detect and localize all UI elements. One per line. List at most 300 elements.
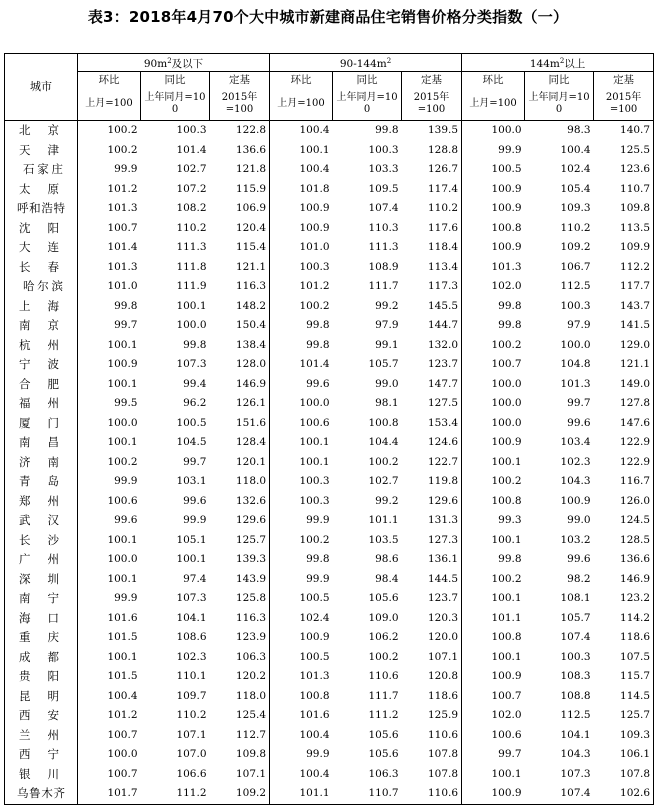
- table-row: [5, 141, 654, 161]
- value-cell: 124.6: [402, 433, 462, 453]
- value-cell: 109.3: [594, 726, 654, 746]
- value-cell: 100.1: [107, 533, 138, 546]
- group-header-medium: $90-144m^2$: [270, 54, 462, 72]
- city-name: 宁波: [5, 355, 78, 375]
- value-cell: 100.1: [176, 299, 207, 312]
- value-cell: 101.4: [176, 143, 207, 156]
- sub-header-fixed: 定基: [210, 72, 270, 89]
- table-row: [5, 511, 654, 531]
- value-cell: 99.0: [567, 514, 591, 526]
- value-cell: 123.7: [402, 589, 462, 609]
- value-cell: 108.3: [560, 670, 591, 682]
- table-row: [5, 316, 654, 336]
- sub-header-yoy: 同比: [333, 72, 402, 89]
- value-cell: 100.8: [368, 416, 399, 429]
- value-cell: 103.3: [368, 163, 399, 175]
- value-cell: 148.2: [210, 297, 270, 317]
- value-cell: 120.4: [210, 219, 270, 239]
- city-name: 深圳: [5, 570, 78, 590]
- value-cell: 118.6: [594, 628, 654, 648]
- value-cell: 110.7: [333, 784, 402, 804]
- value-cell: 100.2: [491, 338, 522, 351]
- value-cell: 98.1: [375, 397, 399, 409]
- value-cell: 147.7: [402, 375, 462, 395]
- value-cell: 117.6: [402, 219, 462, 239]
- value-cell: 100.1: [299, 455, 330, 468]
- table-row: [5, 492, 654, 512]
- value-cell: 99.2: [375, 299, 399, 312]
- value-cell: 100.0: [491, 416, 522, 429]
- value-cell: 124.5: [594, 511, 654, 531]
- value-cell: 110.3: [368, 221, 399, 234]
- value-cell: 111.3: [368, 241, 399, 253]
- table-row: [5, 706, 654, 726]
- value-cell: 100.7: [491, 358, 522, 370]
- value-cell: 101.1: [491, 611, 522, 624]
- value-cell: 122.7: [402, 453, 462, 473]
- value-cell: 125.9: [402, 706, 462, 726]
- value-cell: 100.1: [491, 767, 522, 780]
- value-cell: 100.2: [368, 455, 399, 468]
- value-cell: 100.2: [299, 533, 330, 546]
- value-cell: 101.7: [78, 784, 141, 804]
- value-cell: 127.5: [402, 394, 462, 414]
- value-cell: 138.4: [210, 336, 270, 356]
- value-cell: 100.1: [107, 338, 138, 351]
- value-cell: 115.7: [594, 667, 654, 687]
- value-cell: 126.7: [402, 160, 462, 180]
- value-cell: 100.6: [491, 728, 522, 741]
- value-cell: 100.5: [299, 650, 330, 663]
- value-cell: 120.0: [402, 628, 462, 648]
- table-row: [5, 277, 654, 297]
- value-cell: 107.3: [176, 592, 207, 604]
- value-cell: 96.2: [183, 397, 207, 409]
- table-row: [5, 414, 654, 434]
- table-row: [5, 745, 654, 765]
- value-cell: 128.0: [210, 355, 270, 375]
- value-cell: 100.2: [107, 124, 138, 136]
- value-cell: 99.7: [183, 455, 207, 468]
- table-row: [5, 784, 654, 804]
- value-cell: 100.0: [299, 397, 330, 409]
- table-row: [5, 472, 654, 492]
- price-index-table: [4, 53, 654, 805]
- table-row: [5, 765, 654, 785]
- value-cell: 99.8: [306, 553, 330, 565]
- value-cell: 100.3: [176, 124, 207, 136]
- base-header-mom: 上月=100: [270, 89, 333, 121]
- value-cell: 100.4: [299, 767, 330, 780]
- value-cell: 106.1: [594, 745, 654, 765]
- sub-header-fixed: 定基: [594, 72, 654, 89]
- city-name: 郑州: [5, 492, 78, 512]
- value-cell: 102.4: [299, 611, 330, 624]
- value-cell: 100.2: [107, 455, 138, 468]
- city-name: 杭州: [5, 336, 78, 356]
- value-cell: 100.2: [107, 143, 138, 156]
- value-cell: 127.8: [594, 394, 654, 414]
- value-cell: 136.6: [210, 141, 270, 161]
- table-row: [5, 609, 654, 629]
- value-cell: 107.0: [176, 748, 207, 760]
- value-cell: 100.4: [560, 143, 591, 156]
- value-cell: 139.3: [210, 550, 270, 570]
- value-cell: 120.1: [210, 453, 270, 473]
- value-cell: 99.9: [114, 475, 138, 487]
- value-cell: 99.9: [114, 163, 138, 175]
- value-cell: 128.5: [594, 531, 654, 551]
- table-row: [5, 238, 654, 258]
- value-cell: 98.4: [375, 572, 399, 585]
- value-cell: 101.4: [299, 358, 330, 370]
- value-cell: 99.9: [498, 143, 522, 156]
- sub-header-mom: 环比: [270, 72, 333, 89]
- value-cell: 100.0: [491, 377, 522, 390]
- city-name: 西宁: [5, 745, 78, 765]
- value-cell: 116.3: [210, 277, 270, 297]
- value-cell: 100.0: [107, 553, 138, 565]
- city-name: 海口: [5, 609, 78, 629]
- value-cell: 100.7: [107, 221, 138, 234]
- value-cell: 100.4: [107, 689, 138, 702]
- value-cell: 101.3: [560, 377, 591, 390]
- value-cell: 100.1: [491, 650, 522, 663]
- value-cell: 100.9: [491, 202, 522, 214]
- value-cell: 111.3: [176, 241, 207, 253]
- table-row: [5, 355, 654, 375]
- value-cell: 100.4: [299, 124, 330, 136]
- value-cell: 118.0: [210, 687, 270, 707]
- value-cell: 100.9: [491, 436, 522, 448]
- value-cell: 120.8: [402, 667, 462, 687]
- city-name: 贵阳: [5, 667, 78, 687]
- city-header: 城市: [5, 54, 78, 121]
- value-cell: 103.1: [176, 475, 207, 487]
- value-cell: 100.7: [107, 728, 138, 741]
- value-cell: 102.0: [491, 280, 522, 292]
- table-row: [5, 550, 654, 570]
- value-cell: 99.8: [114, 299, 138, 312]
- value-cell: 104.3: [560, 748, 591, 760]
- value-cell: 125.8: [210, 589, 270, 609]
- city-name: 北京: [5, 121, 78, 141]
- value-cell: 99.6: [567, 416, 591, 429]
- value-cell: 100.1: [107, 436, 138, 448]
- value-cell: 123.7: [402, 355, 462, 375]
- value-cell: 100.9: [299, 631, 330, 643]
- value-cell: 100.9: [560, 494, 591, 507]
- value-cell: 126.1: [210, 394, 270, 414]
- value-cell: 100.2: [368, 650, 399, 663]
- city-name: 南昌: [5, 433, 78, 453]
- value-cell: 108.9: [368, 260, 399, 273]
- city-name: 哈尔滨: [5, 277, 78, 297]
- value-cell: 105.4: [560, 182, 591, 195]
- city-name: 南京: [5, 316, 78, 336]
- value-cell: 132.0: [402, 336, 462, 356]
- value-cell: 100.0: [107, 748, 138, 760]
- value-cell: 110.2: [560, 221, 591, 234]
- value-cell: 104.4: [368, 436, 399, 448]
- value-cell: 101.5: [107, 631, 138, 643]
- value-cell: 111.8: [176, 260, 207, 273]
- table-row: [5, 199, 654, 219]
- value-cell: 121.8: [210, 160, 270, 180]
- value-cell: 101.3: [107, 202, 138, 214]
- value-cell: 111.2: [141, 784, 210, 804]
- value-cell: 143.7: [594, 297, 654, 317]
- city-name: 沈阳: [5, 219, 78, 239]
- value-cell: 112.2: [594, 258, 654, 278]
- value-cell: 109.8: [210, 745, 270, 765]
- value-cell: 100.6: [299, 416, 330, 429]
- value-cell: 102.0: [491, 709, 522, 721]
- table-title: 表3：2018年4月70个大中城市新建商品住宅销售价格分类指数（一）: [87, 8, 569, 26]
- value-cell: 99.9: [306, 748, 330, 760]
- value-cell: 99.9: [306, 572, 330, 585]
- value-cell: 115.4: [210, 238, 270, 258]
- value-cell: 100.0: [491, 397, 522, 409]
- value-cell: 121.1: [594, 355, 654, 375]
- value-cell: 100.9: [491, 241, 522, 253]
- value-cell: 101.1: [270, 784, 333, 804]
- value-cell: 110.7: [594, 180, 654, 200]
- table-row: [5, 589, 654, 609]
- value-cell: 149.0: [594, 375, 654, 395]
- value-cell: 100.1: [107, 572, 138, 585]
- value-cell: 107.8: [402, 765, 462, 785]
- value-cell: 123.9: [210, 628, 270, 648]
- value-cell: 118.4: [402, 238, 462, 258]
- value-cell: 99.8: [306, 338, 330, 351]
- city-name: 西安: [5, 706, 78, 726]
- value-cell: 103.4: [560, 436, 591, 448]
- value-cell: 97.9: [375, 319, 399, 331]
- value-cell: 101.2: [299, 280, 330, 292]
- value-cell: 111.9: [176, 280, 207, 292]
- value-cell: 99.5: [114, 397, 138, 409]
- base-header-fixed: 2015年=100: [210, 89, 270, 121]
- value-cell: 97.9: [567, 319, 591, 331]
- city-name: 天津: [5, 141, 78, 161]
- value-cell: 101.5: [107, 670, 138, 682]
- value-cell: 122.9: [594, 453, 654, 473]
- value-cell: 102.6: [594, 784, 654, 804]
- value-cell: 100.0: [107, 416, 138, 429]
- value-cell: 108.1: [560, 592, 591, 604]
- value-cell: 102.3: [176, 650, 207, 663]
- value-cell: 118.0: [210, 472, 270, 492]
- value-cell: 101.6: [107, 611, 138, 624]
- value-cell: 100.5: [176, 416, 207, 429]
- value-cell: 99.8: [498, 319, 522, 331]
- value-cell: 107.2: [176, 182, 207, 195]
- value-cell: 100.3: [560, 650, 591, 663]
- value-cell: 105.7: [368, 358, 399, 370]
- base-header-yoy: 上年同月=100: [141, 89, 210, 121]
- city-name: 呼和浩特: [5, 199, 78, 219]
- value-cell: 100.8: [491, 631, 522, 643]
- value-cell: 112.7: [210, 726, 270, 746]
- value-cell: 100.0: [176, 319, 207, 331]
- value-cell: 110.2: [402, 199, 462, 219]
- value-cell: 108.2: [176, 202, 207, 214]
- value-cell: 100.9: [491, 182, 522, 195]
- value-cell: 110.6: [368, 670, 399, 682]
- value-cell: 153.4: [402, 414, 462, 434]
- value-cell: 99.8: [498, 553, 522, 565]
- value-cell: 117.3: [402, 277, 462, 297]
- value-cell: 129.6: [402, 492, 462, 512]
- value-cell: 104.5: [176, 436, 207, 448]
- value-cell: 107.4: [368, 202, 399, 214]
- value-cell: 123.2: [594, 589, 654, 609]
- value-cell: 105.6: [368, 728, 399, 741]
- value-cell: 107.1: [210, 765, 270, 785]
- value-cell: 102.3: [560, 455, 591, 468]
- table-row: [5, 453, 654, 473]
- value-cell: 125.4: [210, 706, 270, 726]
- value-cell: 101.3: [491, 260, 522, 273]
- value-cell: 125.7: [210, 531, 270, 551]
- city-name: 石家庄: [5, 160, 78, 180]
- city-name: 上海: [5, 297, 78, 317]
- value-cell: 107.1: [176, 728, 207, 741]
- value-cell: 129.6: [210, 511, 270, 531]
- value-cell: 140.7: [594, 121, 654, 141]
- value-cell: 100.7: [107, 767, 138, 780]
- value-cell: 99.7: [498, 748, 522, 760]
- city-name: 昆明: [5, 687, 78, 707]
- value-cell: 105.6: [368, 748, 399, 760]
- value-cell: 101.3: [107, 260, 138, 273]
- value-cell: 103.5: [368, 533, 399, 546]
- value-cell: 109.5: [368, 182, 399, 195]
- value-cell: 150.4: [210, 316, 270, 336]
- table-row: [5, 687, 654, 707]
- value-cell: 125.5: [594, 141, 654, 161]
- value-cell: 107.3: [176, 358, 207, 370]
- value-cell: 109.9: [594, 238, 654, 258]
- base-header-yoy: 上年同月=100: [525, 89, 594, 121]
- value-cell: 110.2: [176, 709, 207, 721]
- value-cell: 103.2: [560, 533, 591, 546]
- value-cell: 100.4: [299, 728, 330, 741]
- city-name: 长春: [5, 258, 78, 278]
- value-cell: 120.3: [402, 609, 462, 629]
- value-cell: 109.8: [594, 199, 654, 219]
- value-cell: 101.6: [299, 709, 330, 721]
- value-cell: 144.7: [402, 316, 462, 336]
- city-name: 广州: [5, 550, 78, 570]
- value-cell: 101.2: [107, 182, 138, 195]
- value-cell: 100.3: [299, 260, 330, 273]
- city-name: 福州: [5, 394, 78, 414]
- value-cell: 105.6: [368, 592, 399, 604]
- value-cell: 106.6: [176, 767, 207, 780]
- value-cell: 110.6: [402, 726, 462, 746]
- base-header-yoy: 上年同月=100: [333, 89, 402, 121]
- value-cell: 116.7: [594, 472, 654, 492]
- value-cell: 99.8: [375, 124, 399, 136]
- value-cell: 101.3: [299, 670, 330, 682]
- value-cell: 104.8: [560, 358, 591, 370]
- city-name: 济南: [5, 453, 78, 473]
- value-cell: 100.3: [299, 494, 330, 507]
- value-cell: 115.9: [210, 180, 270, 200]
- value-cell: 101.4: [107, 241, 138, 253]
- city-name: 银川: [5, 765, 78, 785]
- city-name: 武汉: [5, 511, 78, 531]
- value-cell: 143.9: [210, 570, 270, 590]
- value-cell: 108.6: [176, 631, 207, 643]
- value-cell: 104.1: [176, 611, 207, 624]
- value-cell: 109.0: [368, 611, 399, 624]
- value-cell: 100.9: [299, 221, 330, 234]
- value-cell: 99.8: [183, 338, 207, 351]
- value-cell: 100.2: [299, 299, 330, 312]
- value-cell: 106.3: [210, 648, 270, 668]
- value-cell: 109.2: [210, 784, 270, 804]
- value-cell: 99.8: [306, 319, 330, 331]
- value-cell: 99.7: [567, 397, 591, 409]
- value-cell: 99.9: [306, 514, 330, 526]
- value-cell: 98.3: [567, 124, 591, 136]
- city-name: 兰州: [5, 726, 78, 746]
- value-cell: 102.7: [368, 475, 399, 487]
- table-row: [5, 726, 654, 746]
- value-cell: 113.5: [594, 219, 654, 239]
- table-row: [5, 531, 654, 551]
- value-cell: 132.6: [210, 492, 270, 512]
- value-cell: 139.5: [402, 121, 462, 141]
- value-cell: 112.5: [560, 709, 591, 721]
- value-cell: 101.2: [107, 709, 138, 721]
- base-header-fixed: 2015年=100: [594, 89, 654, 121]
- value-cell: 109.7: [176, 689, 207, 702]
- table-row: [5, 648, 654, 668]
- table-row: [5, 160, 654, 180]
- city-name: 乌鲁木齐: [5, 784, 78, 804]
- value-cell: 99.9: [114, 592, 138, 604]
- value-cell: 100.9: [107, 358, 138, 370]
- table-row: [5, 570, 654, 590]
- value-cell: 100.5: [299, 592, 330, 604]
- base-header-mom: 上月=100: [78, 89, 141, 121]
- value-cell: 100.1: [299, 143, 330, 156]
- value-cell: 99.9: [183, 514, 207, 526]
- city-name: 成都: [5, 648, 78, 668]
- value-cell: 101.0: [299, 241, 330, 253]
- value-cell: 99.8: [498, 299, 522, 312]
- value-cell: 100.1: [299, 436, 330, 448]
- value-cell: 127.3: [402, 531, 462, 551]
- value-cell: 100.3: [299, 475, 330, 487]
- value-cell: 114.2: [594, 609, 654, 629]
- value-cell: 105.1: [176, 533, 207, 546]
- value-cell: 102.7: [176, 163, 207, 175]
- value-cell: 98.2: [567, 572, 591, 585]
- table-row: [5, 375, 654, 395]
- value-cell: 110.6: [402, 784, 462, 804]
- value-cell: 136.1: [402, 550, 462, 570]
- value-cell: 129.0: [594, 336, 654, 356]
- value-cell: 144.5: [402, 570, 462, 590]
- value-cell: 123.6: [594, 160, 654, 180]
- value-cell: 100.9: [491, 670, 522, 682]
- group-header-large: $144m^2$以上: [462, 54, 654, 72]
